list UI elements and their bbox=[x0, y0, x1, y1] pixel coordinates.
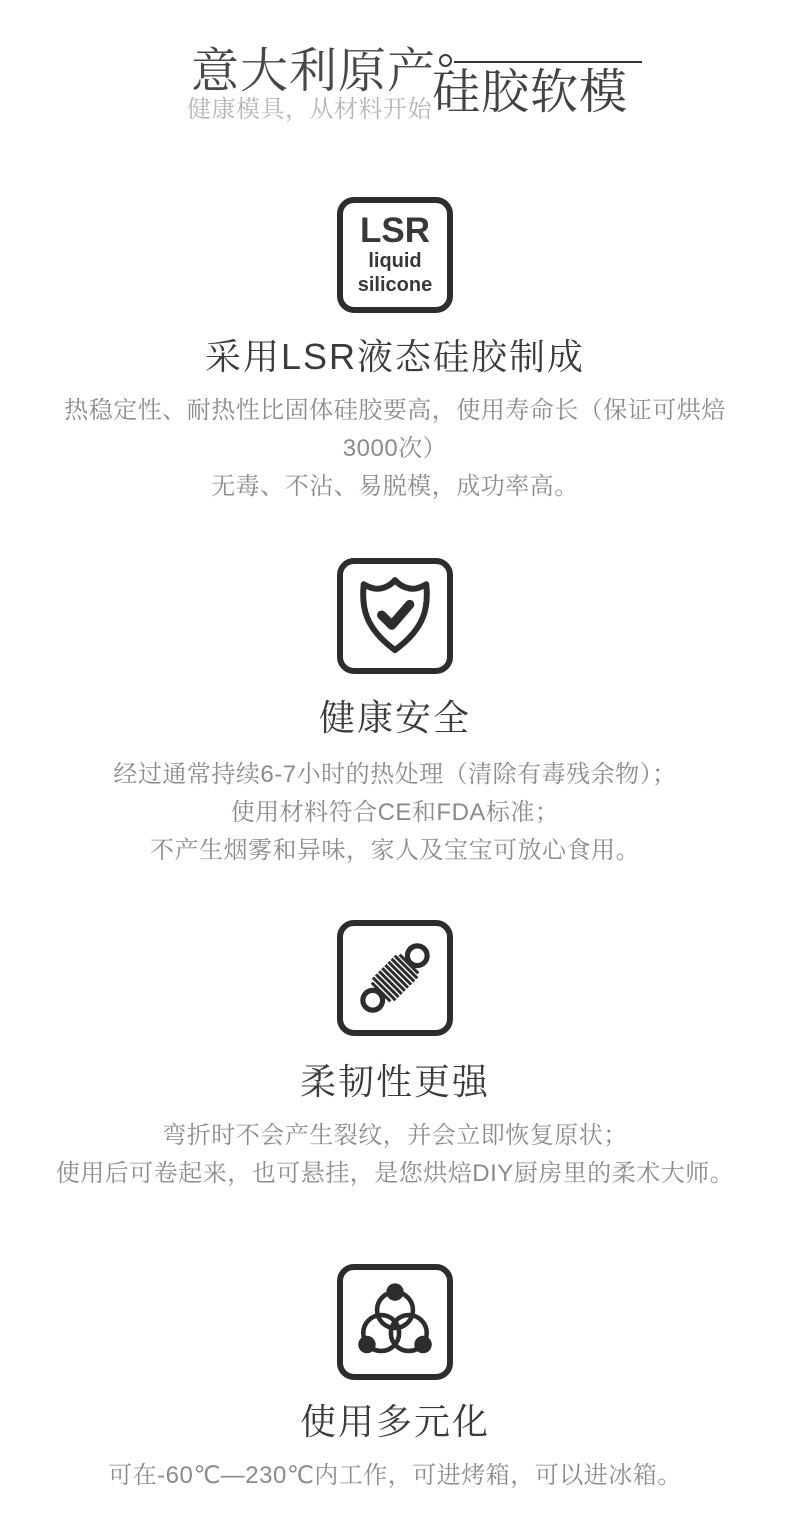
lsr-badge-icon bbox=[337, 197, 453, 313]
feature-heading-versatile: 使用多元化 bbox=[299, 1401, 490, 1442]
feature-body-versatile bbox=[108, 1457, 682, 1495]
hero-title-origin: 意大利原产 bbox=[191, 45, 437, 98]
body-line: 使用材料符合CE和FDA标准； bbox=[230, 799, 560, 826]
shield-check-icon bbox=[337, 558, 453, 674]
feature-heading-lsr: 采用LSR液态硅胶制成 bbox=[204, 336, 586, 377]
body-line: 热稳定性、耐热性比固体硅胶要高，使用寿命长（保证可烘焙 bbox=[64, 397, 726, 424]
venn-rings-icon bbox=[337, 1264, 453, 1380]
feature-body-lsr bbox=[64, 392, 726, 506]
feature-section-lsr-material bbox=[0, 197, 790, 506]
hero-title-product: 硅胶软模 bbox=[432, 66, 629, 119]
spring-icon bbox=[337, 920, 453, 1036]
hero-header bbox=[0, 0, 790, 197]
feature-section-flexibility bbox=[0, 870, 790, 1193]
feature-heading-flexibility: 柔韧性更强 bbox=[299, 1061, 490, 1102]
decorative-line bbox=[454, 61, 642, 63]
body-line: 3000次） bbox=[342, 435, 448, 462]
body-line: 可在-60℃—230℃内工作，可进烤箱，可以进冰箱。 bbox=[108, 1462, 682, 1489]
feature-section-versatile-use bbox=[0, 1193, 790, 1495]
lsr-badge-sub-text-2: silicone bbox=[357, 274, 433, 296]
hero-subtitle: 健康模具，从材料开始 bbox=[187, 96, 432, 123]
feature-section-health-safety bbox=[0, 506, 790, 870]
feature-body-flexibility bbox=[56, 1117, 735, 1193]
feature-heading-safety: 健康安全 bbox=[318, 697, 471, 738]
lsr-badge-main-text: LSR bbox=[360, 211, 430, 250]
body-line: 使用后可卷起来，也可悬挂，是您烘焙DIY厨房里的柔术大师。 bbox=[55, 1160, 735, 1187]
body-line: 经过通常持续6-7小时的热处理（清除有毒残余物）； bbox=[113, 761, 677, 788]
feature-body-safety bbox=[113, 756, 676, 870]
body-line: 弯折时不会产生裂纹，并会立即恢复原状； bbox=[162, 1122, 628, 1149]
lsr-badge-sub-text-1: liquid bbox=[368, 250, 422, 272]
body-line: 无毒、不沾、易脱模，成功率高。 bbox=[211, 473, 579, 500]
body-line: 不产生烟雾和异味，家人及宝宝可放心食用。 bbox=[150, 837, 640, 864]
